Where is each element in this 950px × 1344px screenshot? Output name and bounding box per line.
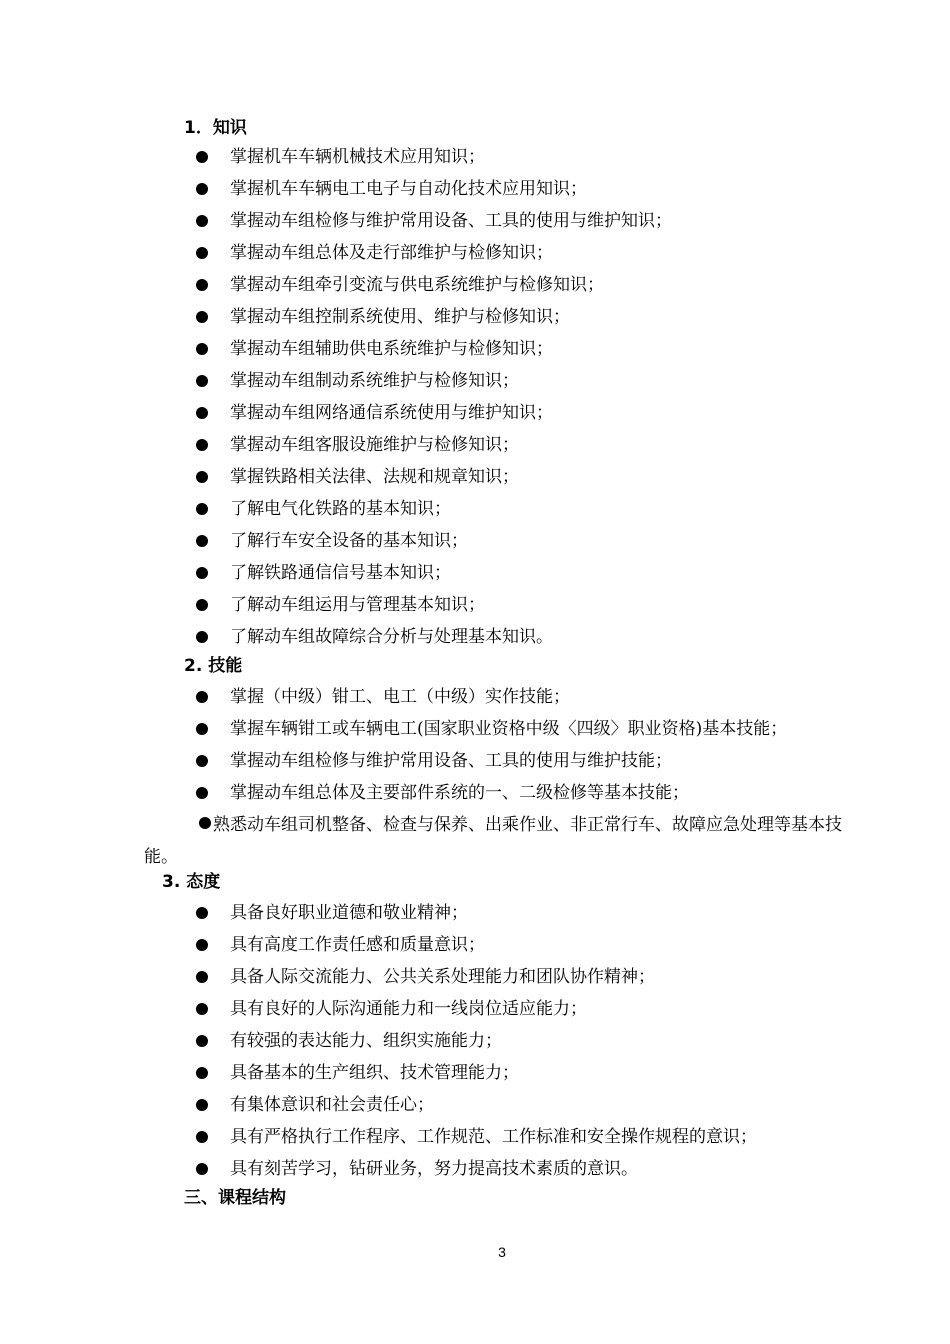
bullet-icon [196,375,208,387]
bullet-icon [196,939,208,951]
section-heading-course-structure: 三、课程结构 [184,1188,286,1208]
bullet-icon [196,279,208,291]
bullet-icon [196,599,208,611]
bullet-icon [196,407,208,419]
page-number: 3 [498,1244,506,1260]
bullet-icon [196,907,208,919]
bullet-icon [196,1003,208,1015]
bullet-icon [196,311,208,323]
bullet-icon [196,471,208,483]
bullet-icon [196,183,208,195]
bullet-icon [196,1099,208,1111]
bullet-icon [196,535,208,547]
section-heading-skills: 2. 技能 [184,656,243,676]
bullet-icon [196,567,208,579]
bullet-icon [196,503,208,515]
bullet-icon [196,1131,208,1143]
bullet-icon [196,1067,208,1079]
bullet-icon [196,343,208,355]
section-heading-knowledge: 1．知识 [184,118,247,138]
bullet-icon [196,631,208,643]
bullet-icon [199,817,211,829]
bullet-icon [196,691,208,703]
document-page: 1．知识 掌握机车车辆机械技术应用知识； 掌握机车车辆电工电子与自动化技术应用知识； 掌握动车组检修与维护常用设备、工具的使用与维护知识； 掌握动车组总体及走行部维护与检修知识； 掌握动车组牵引变流与供电系统维护与检修知识； 掌握动车组控制系统使用、维护与检修知识； 掌握动车组辅助供电系统维护与检修知识； 掌握动车组制动系统维护与检修知识； 掌握动车组网络通信系统使用与维护知识； 掌握动车组客服设施维护与检修知识； 掌握铁路相关法律、法规和规章知识； 了解电气化铁路的基本知识； 了解行车安全设备的基本知识； 了解铁路通信信号基本知识； 了解动车组运用与管理基本知识； 了解动车组故障综合分析与处理基本知识。 2. 技能 掌握（中级）钳工、电工（中级）实作技能； 掌握车辆钳工或车辆电工(国家职业资格中级〈四级〉职业资格)基本技能； 掌握动车组检修与维护常用设备、工具的使用与维护技能； 掌握动车组总体及主要部件系统的一、二级检修等基本技能； 熟悉动车组司机整备、检查与保养、出乘作业、非正常行车、故障应急处理等基本技能。 3. 态度 具备良好职业道德和敬业精神； 具有高度工作责任感和质量意识； 具备人际交流能力、公共关系处理能力和团队协作精神； 具有良好的人际沟通能力和一线岗位适应能力； 有较强的表达能力、组织实施能力； 具备基本的生产组织、技术管理能力； 有集体意识和社会责任心； 具有严格执行工作程序、工作规范、工作标准和安全操作规程的意识； 具有刻苦学习，钻研业务，努力提高技术素质的意识。 三、课程结构 3 [0,0,950,1344]
bullet-icon [196,755,208,767]
bullet-icon [196,1035,208,1047]
bullet-icon [196,439,208,451]
bullet-icon [196,971,208,983]
bullet-icon [196,1163,208,1175]
bullet-icon [196,723,208,735]
bullet-icon [196,787,208,799]
bullet-icon [196,215,208,227]
bullet-icon [196,151,208,163]
list-item-wrapped: 熟悉动车组司机整备、检查与保养、出乘作业、非正常行车、故障应急处理等基本技能。 [144,815,842,867]
section-heading-attitude: 3. 态度 [162,872,221,892]
bullet-icon [196,247,208,259]
